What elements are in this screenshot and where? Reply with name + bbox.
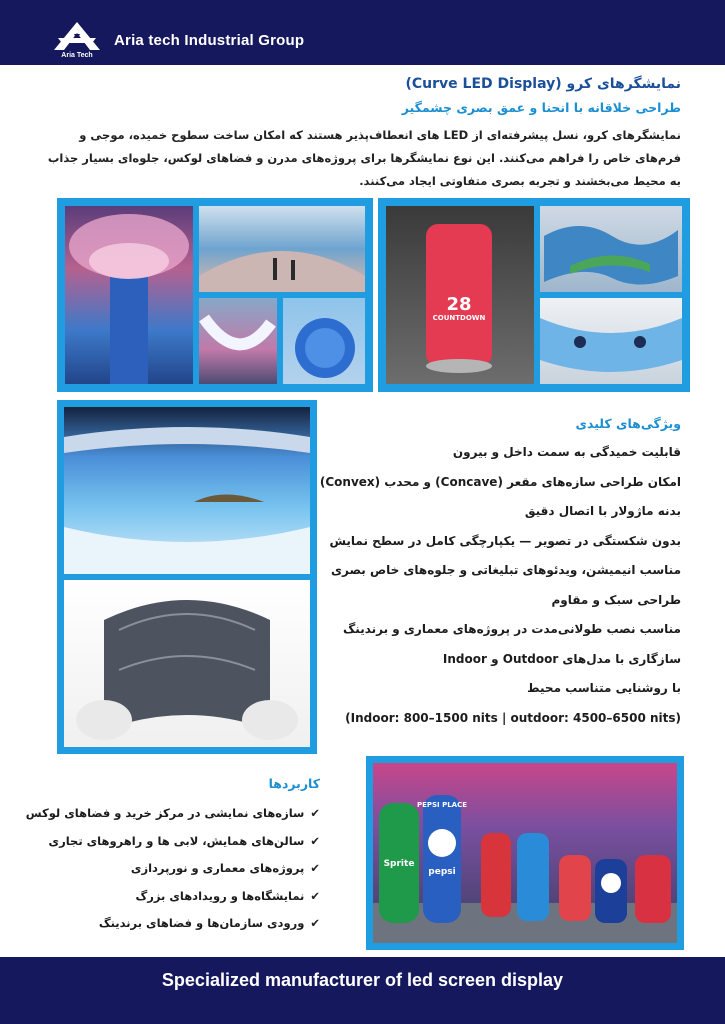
- features-list: [311, 438, 681, 733]
- can-label-pepsi-place: PEPSI PLACE: [416, 801, 468, 809]
- photo-wave-screen: [540, 206, 682, 292]
- photo-collage-middle: [57, 400, 317, 754]
- photo-curved-wall: [540, 298, 682, 384]
- feature-item: بدنه ماژولار با اتصال دقیق: [524, 504, 681, 518]
- application-label: پروژه‌های معماری و نورپردازی: [130, 861, 305, 875]
- photo-curved-hall: [199, 206, 365, 292]
- photo-collage-right: [378, 198, 690, 392]
- feature-item: (Indoor: 800–1500 nits | outdoor: 4500–6500 nits): [345, 710, 681, 725]
- feature-item: قابلیت خمیدگی به سمت داخل و بیرون: [452, 445, 681, 459]
- feature-item: طراحی سبک و مقاوم: [551, 592, 681, 607]
- feature-item: بدون شکستگی در تصویر — یکپارچگی کامل در سطح نمایش: [329, 533, 681, 548]
- application-item: [0, 800, 320, 828]
- page-subtitle: طراحی خلاقانه با انحنا و عمق بصری چشمگیر: [401, 100, 681, 115]
- checkmark-icon: ✔: [310, 833, 320, 848]
- photo-tree-column: [65, 206, 193, 384]
- intro-paragraph: نمایشگرهای کرو، نسل پیشرفته‌ای از LED های انعطاف‌پذیر هستند که امکان ساخت سطوح خمیده، موجی و فرم‌های خاص را فراهم می‌کنند. این نوع نمایشگرها برای پروژه‌های مدرن و فضاهای لوکس، جلوه‌ای بسیار جذاب به محیط می‌بخشند و تجربه بصری متفاوتی ایجاد می‌کنند.: [47, 128, 681, 188]
- application-item: [0, 883, 320, 911]
- logo-text: Aria Tech: [61, 52, 93, 59]
- company-logo: [52, 20, 102, 60]
- photo-ocean-wall: [64, 407, 310, 574]
- can-label-pepsi: pepsi: [428, 867, 456, 877]
- feature-item: امکان طراحی سازه‌های مقعر (Concave) و محدب (Convex): [319, 474, 681, 489]
- footer-tagline: Specialized manufacturer of led screen display: [161, 970, 564, 990]
- application-item: [0, 910, 320, 938]
- countdown-number: 28: [446, 294, 472, 315]
- photo-countdown-column: [386, 206, 534, 384]
- application-item: [0, 828, 320, 856]
- page-title: نمایشگرهای کرو (Curve LED Display): [405, 76, 681, 92]
- header-bar: [0, 0, 725, 65]
- feature-item: مناسب انیمیشن، ویدئوهای تبلیغاتی و جلوه‌های خاص بصری: [330, 563, 681, 577]
- photo-collage-left: [57, 198, 373, 392]
- applications-list: [0, 800, 320, 938]
- can-label-sprite: Sprite: [383, 859, 415, 869]
- application-item: [0, 855, 320, 883]
- photo-ribbon-screen: [199, 298, 277, 384]
- countdown-word: COUNTDOWN: [432, 314, 486, 322]
- photo-flexible-module: [64, 580, 310, 747]
- photo-cans-frame: [366, 756, 684, 950]
- application-label: نمایشگاه‌ها و رویدادهای بزرگ: [135, 888, 305, 903]
- applications-title: کاربردها: [268, 776, 320, 791]
- checkmark-icon: ✔: [310, 806, 320, 820]
- checkmark-icon: ✔: [310, 888, 320, 903]
- application-label: سالن‌های همایش، لابی ها و راهروهای تجاری: [48, 833, 305, 848]
- feature-item: سازگاری با مدل‌های Outdoor و Indoor: [442, 651, 681, 666]
- feature-item: مناسب نصب طولانی‌مدت در پروژه‌های معماری و برندینگ: [343, 622, 681, 636]
- photo-can-displays: [373, 763, 677, 943]
- feature-item: با روشنایی متناسب محیط: [527, 681, 681, 695]
- company-name: Aria tech Industrial Group: [114, 32, 305, 49]
- checkmark-icon: ✔: [310, 861, 320, 875]
- features-title: ویژگی‌های کلیدی: [575, 416, 681, 431]
- logo-mark-icon: [52, 20, 102, 52]
- application-label: سازه‌های نمایشی در مرکز خرید و فضاهای لوکس: [25, 806, 305, 820]
- checkmark-icon: ✔: [310, 916, 320, 930]
- photo-sphere-screen: [283, 298, 365, 384]
- application-label: ورودی سازمان‌ها و فضاهای برندینگ: [98, 916, 305, 930]
